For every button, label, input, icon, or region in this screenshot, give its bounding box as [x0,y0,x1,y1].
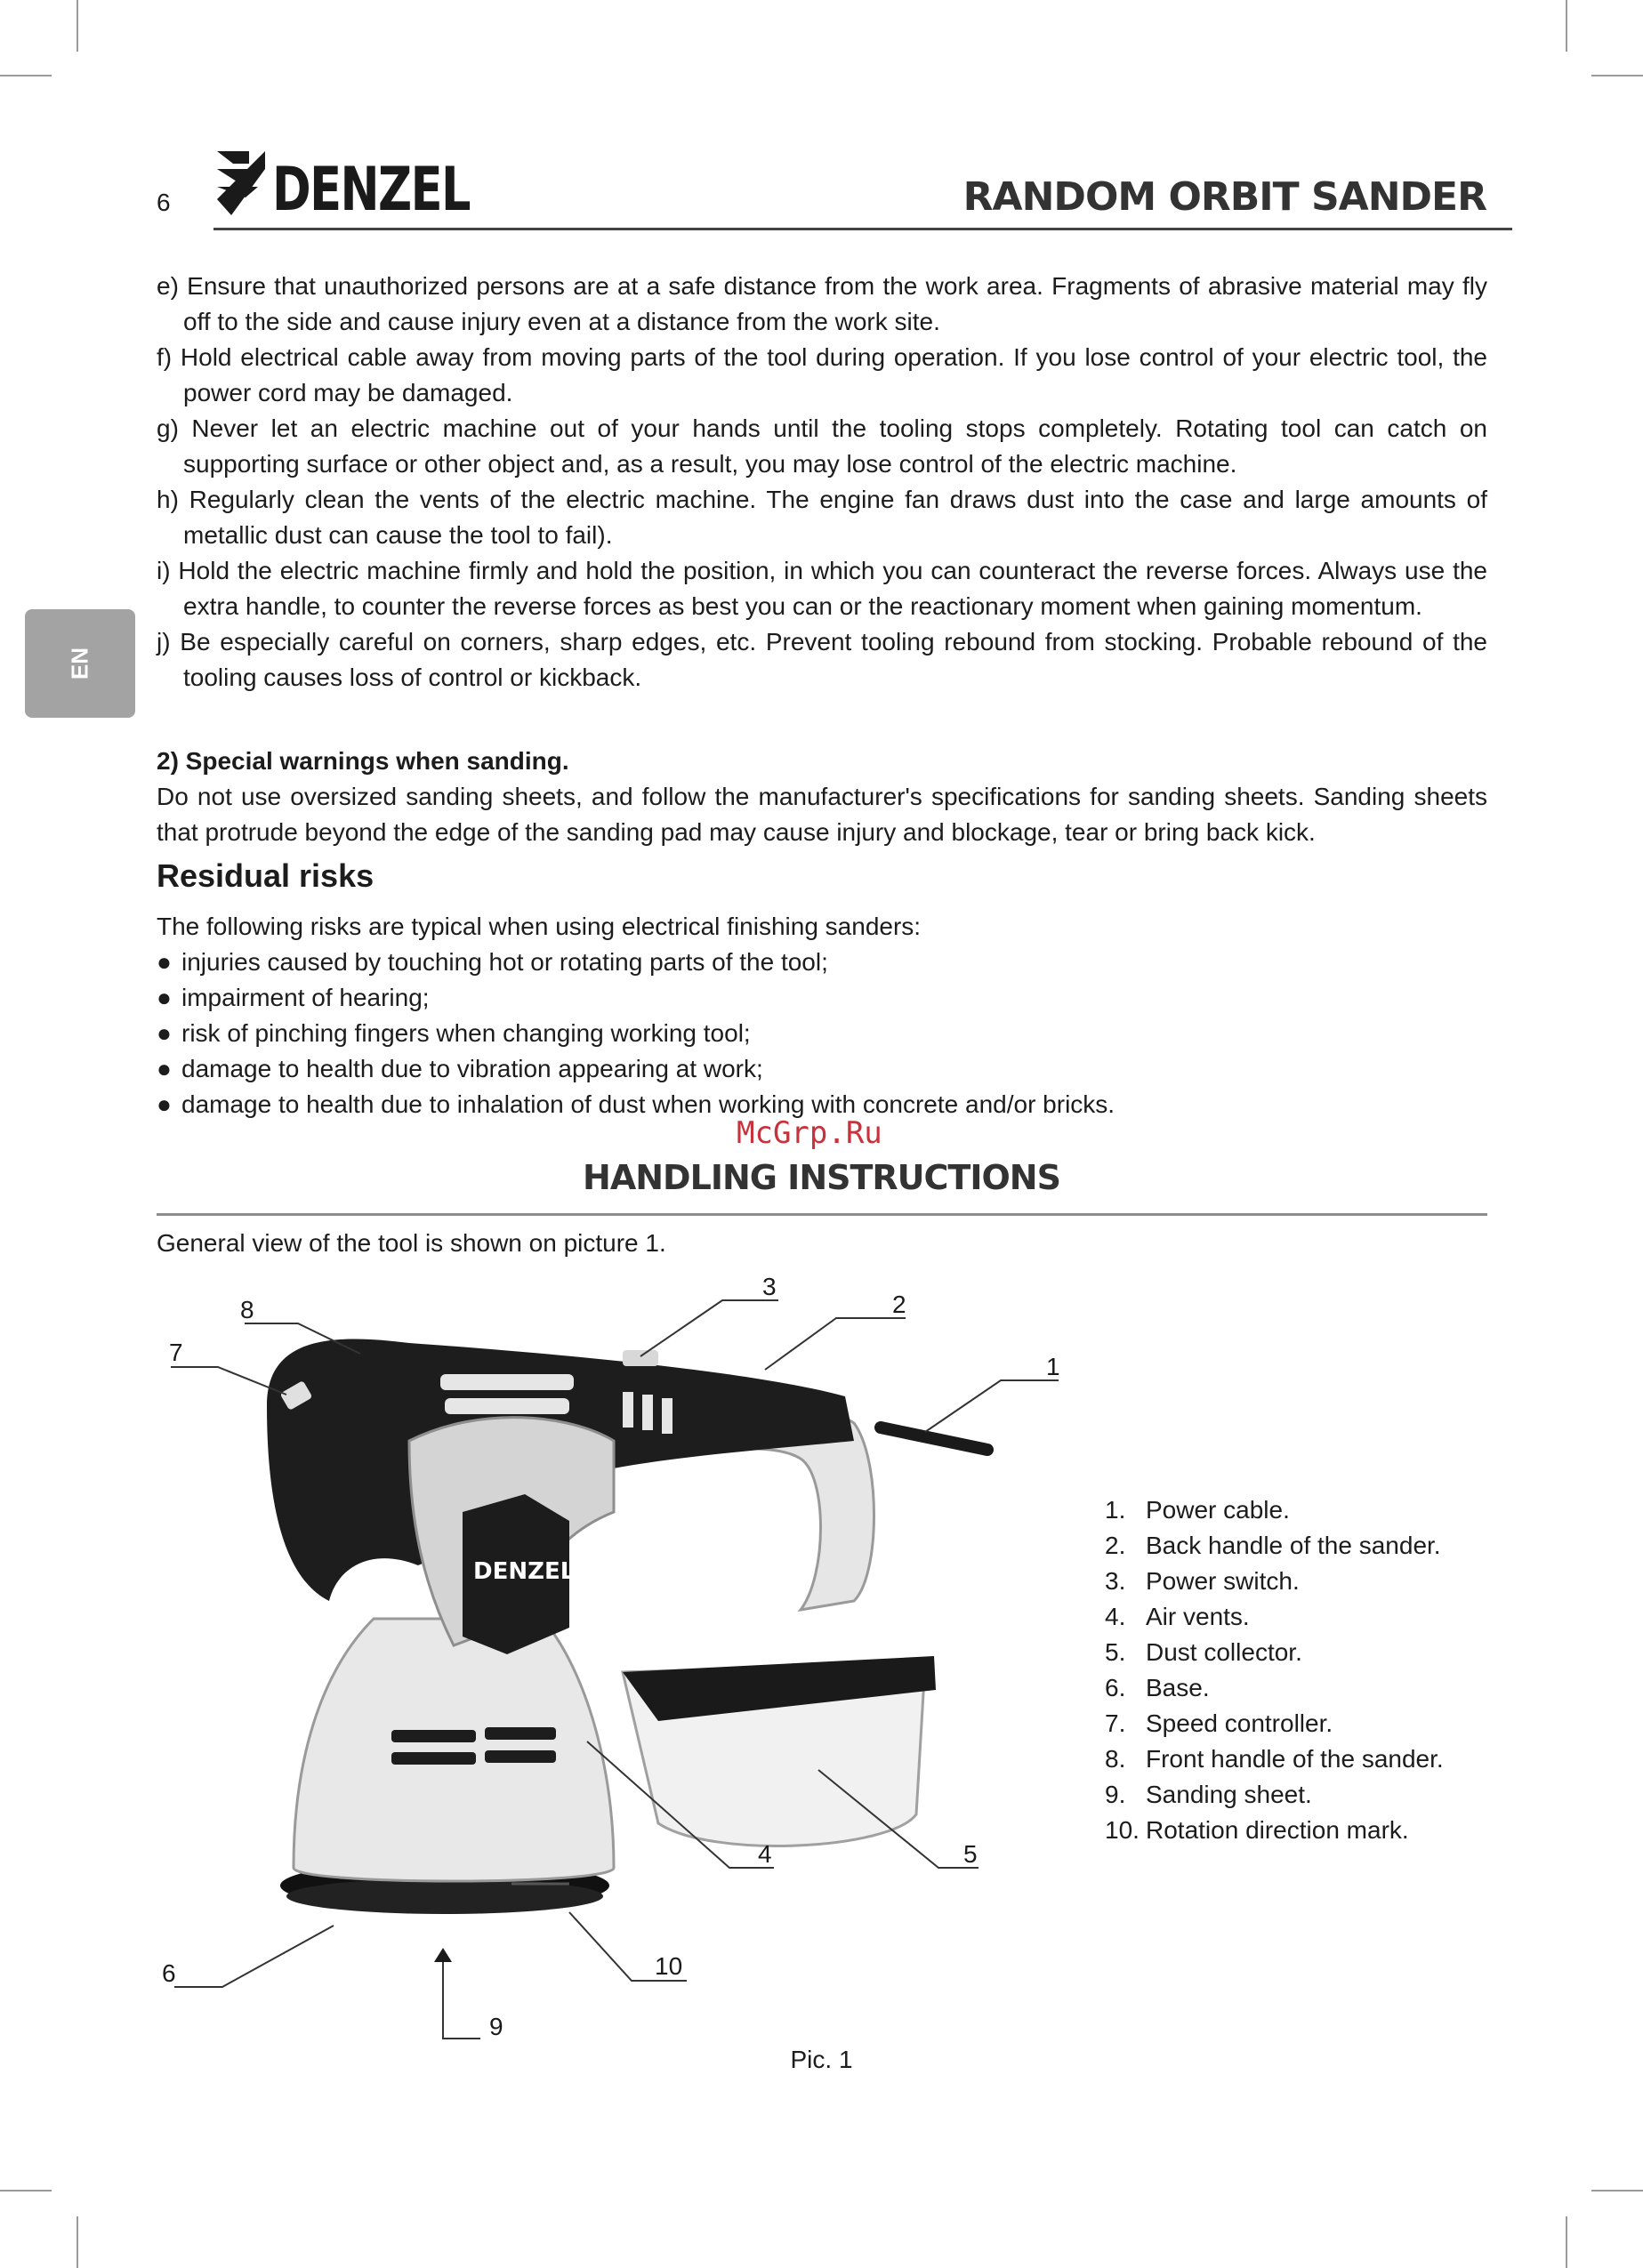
air-vent [391,1730,476,1742]
part-label: Sanding sheet. [1146,1781,1312,1808]
leader-line [925,1380,1059,1432]
part-label: Power cable. [1146,1496,1290,1524]
part-label: Dust collector. [1146,1638,1302,1666]
arrow-up-icon [434,1948,452,1962]
residual-risks-intro: The following risks are typical when using electrical finishing sanders: [157,913,922,940]
bullet-icon: ● [157,1055,172,1082]
leader-line [640,1300,778,1356]
bullet-icon: ● [157,948,172,976]
list-item [1105,1670,1444,1706]
list-item [1105,1706,1444,1741]
part-number: 3. [1105,1567,1126,1595]
badge-brand-text: DENZEL [473,1558,576,1585]
part-number: 10. [1105,1816,1140,1844]
part-number: 2. [1105,1532,1126,1559]
part-label: Air vents. [1146,1603,1250,1630]
language-tab-label: EN [66,647,93,680]
list-item [1105,1599,1444,1635]
handling-heading: HANDLING INSTRUCTIONS [583,1158,1060,1197]
bullet-icon: ● [157,1090,172,1118]
callout-1: 1 [1046,1353,1060,1380]
callout-3: 3 [762,1273,777,1300]
list-item-text: damage to health due to inhalation of dust when working with concrete and/or bricks. [181,1090,1115,1118]
leader-line [765,1318,906,1370]
special-warnings-title: 2) Special warnings when sanding. [157,747,569,775]
part-number: 1. [1105,1496,1126,1524]
list-item-text: risk of pinching fingers when changing working tool; [181,1019,751,1047]
callout-10: 10 [655,1952,683,1980]
safety-item: j) Be especially careful on corners, sharp edges, etc. Prevent tooling rebound from stocking. Probable rebound of the tooling causes loss of control or kickback. [157,628,1487,691]
callout-7: 7 [169,1339,183,1366]
document-title: RANDOM ORBIT SANDER [962,174,1486,220]
part-label: Power switch. [1146,1567,1300,1595]
safety-item: g) Never let an electric machine out of your hands until the tooling stops completely. Rotating tool can catch on supporting surface or other object and, as a result, you may lose control of the electric machine. [157,414,1487,478]
air-vent [485,1750,556,1763]
list-item-text: impairment of hearing; [181,984,430,1011]
part-label: Base. [1146,1674,1210,1701]
part-number: 9. [1105,1781,1126,1808]
part-label: Back handle of the sander. [1146,1532,1441,1559]
page-number: 6 [157,189,171,216]
list-item [1105,1777,1444,1813]
list-item [1105,1492,1444,1528]
part-number: 7. [1105,1709,1126,1737]
part-number: 6. [1105,1674,1126,1701]
callout-9: 9 [489,2013,503,2040]
part-label: Rotation direction mark. [1146,1816,1409,1844]
air-vent [485,1727,556,1740]
brand-wordmark: DENZEL [272,155,471,225]
air-vent [440,1374,574,1390]
bullet-icon: ● [157,984,172,1011]
list-item [1105,1741,1444,1777]
part-label: Speed controller. [1146,1709,1333,1737]
leader-line [443,1962,480,2039]
bullet-icon: ● [157,1019,172,1047]
leader-line [174,1926,334,1987]
air-vent [391,1752,476,1765]
general-view-text: General view of the tool is shown on picture 1. [157,1229,666,1257]
figure-caption: Pic. 1 [790,2046,853,2073]
watermark: McGrp.Ru [737,1115,882,1151]
air-vent [662,1398,673,1434]
safety-item: e) Ensure that unauthorized persons are at a safe distance from the work area. Fragments of abrasive material may fly off to the side and cause injury even at a distance from the work site. [157,272,1487,335]
air-vent [642,1395,653,1430]
power-cable [881,1428,987,1450]
power-switch [623,1350,658,1366]
callout-5: 5 [963,1840,978,1868]
residual-risks-heading: Residual risks [157,857,375,894]
motor-housing [294,1619,614,1881]
list-item [1105,1528,1444,1564]
part-number: 4. [1105,1603,1126,1630]
air-vent [623,1392,633,1428]
list-item [1105,1564,1444,1599]
part-number: 5. [1105,1638,1126,1666]
part-number: 8. [1105,1745,1126,1773]
callout-6: 6 [162,1959,176,1987]
safety-item: h) Regularly clean the vents of the electric machine. The engine fan draws dust into the case and large amounts of metallic dust can cause the tool to fail). [157,486,1487,549]
safety-item: i) Hold the electric machine firmly and hold the position, in which you can counteract the reverse forces. Always use the extra handle, to counter the reverse forces as best you can or the reactionary moment when gaining momentum. [157,557,1487,620]
list-item-text: injuries caused by touching hot or rotating parts of the tool; [181,948,828,976]
list-item [1105,1635,1444,1670]
list-item [1105,1813,1444,1848]
callout-4: 4 [758,1840,772,1868]
part-label: Front handle of the sander. [1146,1745,1444,1773]
list-item-text: damage to health due to vibration appearing at work; [181,1055,763,1082]
parts-list [1105,1492,1444,1848]
callout-8: 8 [240,1296,254,1323]
safety-item: f) Hold electrical cable away from moving parts of the tool during operation. If you lose control of your electric tool, the power cord may be damaged. [157,343,1487,406]
air-vent [445,1398,569,1414]
special-warnings-text: Do not use oversized sanding sheets, and follow the manufacturer's specifications for sanding sheets. Sanding sheets that protrude beyond the edge of the sanding pad may cause injury and blockage, tear or bring back kick. [157,783,1487,846]
callout-2: 2 [892,1291,906,1318]
